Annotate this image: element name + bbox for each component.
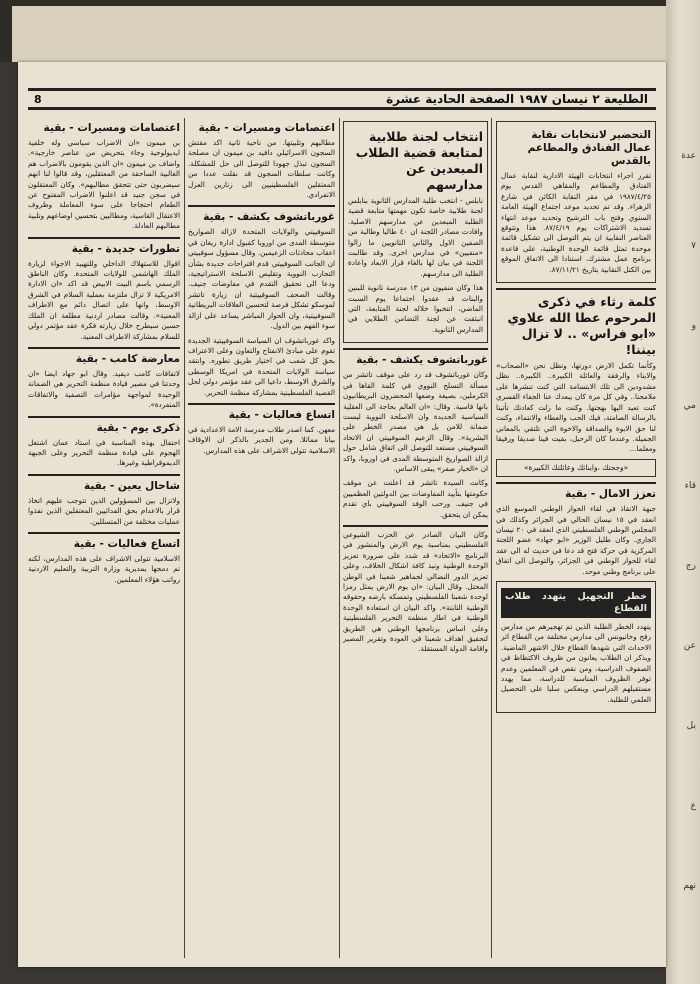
article-headline: انتخاب لجنة طلابية لمتابعة قضية الطلاب المبعدين عن مدارسهم (355, 129, 483, 192)
strip-fragment: بل (686, 721, 696, 731)
strip-fragment: مي (683, 401, 696, 411)
strip-fragment: ع (690, 801, 696, 811)
article-headline: غورباتشوف يكشف - بقية (203, 211, 335, 224)
article-headline: تطورات جديدة - بقية (71, 242, 180, 255)
column-left (28, 118, 180, 589)
section-divider (188, 205, 335, 207)
section-divider (28, 416, 180, 418)
strip-fragment: و (691, 321, 696, 331)
article-headline: كلمة رثاء في ذكرى المرحوم عطا الله علاوي «ابو فراس» .. لا تزال بيننا! (507, 294, 656, 358)
strip-fragment: رج (685, 561, 696, 571)
section-divider (188, 403, 335, 405)
header-decor: 8 (34, 92, 42, 106)
union-elections-article (496, 121, 656, 283)
article-body: السوفييتي والولايات المتحدة لازالة الصواريخ متوسطة المدى من اوروبا كقبول ادارة ريغان في اعقاب محادثات الزعيمين. وقال مسؤول سوفييتي ان الجانب السوفييتي قدم اقتراحات جديدة بشأن التجارب النووية وتقليص الاسلحة الاستراتيجية، ودعا الى تحقيق التقدم في مفاوضات جنيف. وقالت الصحف السوفييتية ان زيارة تاتشر لموسكو تشكل فرصة لتحسين العلاقات البريطانية السوفييتية، وان الحوار المباشر يساعد على ازالة سوء الفهم بين الدول. (188, 227, 335, 331)
section-divider (496, 288, 656, 290)
page-header-band (28, 88, 656, 110)
column-center-left (188, 118, 335, 460)
article-headline: تعزز الامال - بقية (565, 488, 656, 501)
article-body: الاسلامية تتولى الاشراف على هذه المدارس، لكنه تم دمجها بمديرية وزارة التربية والتعليم الاردنية رواتب هؤلاء المعلمين. (28, 553, 180, 584)
article-body: نابلس - انتخب طلبة المدارس الثانوية بنابلس لجنة طلابية خاصة تكون مهمتها متابعة قضية الطلبة المبعدين عن مدارسهم الاصلية. وافادت مصادر اللجنة ان ٤٠ طالبا وطالبة من الصفين الاول والثاني الثانويين ما زالوا «منفيين» في مدارس اخرى. وقد طالبت اللجنة في بيان لها بالغاء قرار الابعاد واعادة الطلبة الى مدارسهم. (348, 196, 483, 278)
article-body: اقوال للاستهلاك الداخلي وللتهييد الاجواء لزيارة الملك الهاشمي للولايات المتحدة. وكان الناطق الرسمي باسم البيت الابيض قد اكد «ان الادارة الامريكية لا تزال ملتزمة بعملية السلام في الشرق الاوسط، وانها على اتصال دائم مع الاطراف المعنية». وقالت مصادر اردنية مطلعة ان الملك حسين سيطرح خلال زيارته فكرة عقد مؤتمر دولي للسلام بمشاركة الاطراف المعنية. (28, 258, 180, 341)
section-divider (496, 482, 656, 484)
adjacent-page-strip (666, 0, 700, 984)
article-body: مطالبهم وتلبيتها. من ناحية ثانية اكد مقتش السجون الاسرائيلي دافيد بن ميمون ان مصلحة السجون تبذل جهودا للتوصل الى حل للمشكلة. وكانت سلطات السجون قد نقلت عددا من المعتقلين الفلسطينيين الى زنازين العزل الانفرادي. (188, 138, 335, 200)
article-body: لاتفاقات كامب ديفيد. وقال ابو جهاد ايضا «ان وحدتنا في مصير قيادة منظمة التحرير هي الضمانة الوحيدة لمواجهة مؤامرات التصفية والاتفاقات المنفردة». (28, 368, 180, 410)
eulogy-signature: «وجحتك ،وابنائك وعائلتك الكبيرة» (496, 459, 656, 477)
article-headline: التحضير لانتخابات نقابة عمال الفنادق والمطاعم بالقدس (527, 129, 651, 167)
article-body: واكد غورباتشوف ان السياسة السوفييتية الجديدة تقوم على مبادئ الانفتاح والتعاون وعلى الاعتراف بحق كل شعب في اختيار طريق تطوره. وانتقد سياسة الولايات المتحدة في امريكا الوسطى والشرق الاوسط، داعيا الى عقد مؤتمر دولي لحل القضية الفلسطينية بمشاركة منظمة التحرير. (188, 335, 335, 397)
section-divider (343, 348, 488, 350)
hopes-article (496, 488, 656, 577)
newspaper-page (18, 62, 666, 967)
strip-fragment: نهم (683, 881, 696, 891)
strip-fragment: ٧ (691, 241, 696, 251)
previous-page-edge (12, 6, 666, 62)
column-center-right (343, 118, 488, 659)
students-committee-article (343, 121, 488, 343)
section-divider (28, 474, 180, 476)
article-headline: اتساع فعاليات - بقية (73, 537, 180, 550)
box-body: يتهدد الخطر الطلبة الذين تم تهجيرهم من مدارس رفح وخانيونس الى مدارس مختلفة من القطاع اثر الاحداث التي شهدها القطاع خلال الاشهر الماضية. ويذكر ان الطلاب يعانون من ظروف الاكتظاظ في الصفوف الدراسية، ومن نقص في المعلمين وعدم توفر الظروف المناسبة للدراسة، مما يهدد مستقبلهم الدراسي وينعكس سلبا على التحصيل العلمي للطلبة. (501, 621, 651, 704)
strip-fragment: قاء (684, 481, 696, 491)
article-body: هذا وكان منفيون من ١٣ مدرسة ثانوية للبنين والبنات قد عقدوا اجتماعا يوم السبت الماضي، انتخبوا خلاله لجنة المتابعة، التي انبثقت عن لجنة التضامن الطلابي في المدارس الثانوية. (348, 283, 483, 334)
box-headline: خطر التجهيل يتهدد طلاب القطاع (501, 588, 651, 618)
statement-body: وكان البيان الصادر عن الحزب الشيوعي الفلسطيني بمناسبة يوم الارض والمنشور في البرنامج «الاتحاد» قد شدد على ضرورة تعزيز الوحدة الوطنية ونبذ كافة اشكال الخلاف، وعلى تعزيز الدور النضالي لجماهير شعبنا في الوطن المحتل. وقال البيان: «ان يوم الارض يمثل رمزا لوحدة شعبنا الفلسطيني وتمسكه بارضه وحقوقه الوطنية الثابتة». واكد البيان ان استعادة الوحدة الوطنية في اطار منظمة التحرير الفلسطينية وعلى اساس برنامجها الوطني هي الطريق لتحقيق اهداف شعبنا في العودة وتقرير المصير واقامة الدولة المستقلة. (343, 529, 488, 654)
article-body: بن ميمون «ان الاضراب سياسي وله خلفية ايديولوجية وجاء بتحريض من عناصر خارجية». واضاف بن ميمون «ان الذين يقومون بالاضراب هم الغالبية الساحقة من المعتقلين، وقد قالوا لنا انهم سيضربون حتى تتحقق مطالبهم». وكان المعتقلون في سجن جنيد قد اعلنوا الاضراب المفتوح عن الطعام احتجاجا على سوء المعاملة وظروف الاعتقال القاسية، ومطالبين بتحسين اوضاعهم وتلبية مطالبهم العادلة. (28, 138, 180, 231)
article-body: ولاتزال بين المسؤولين الذين تتوجب عليهم اتخاذ قرار بالاعدام بحق الفدائيين المعتقلين الذين نفذوا عمليات مختلفة من المتسللين. (28, 495, 180, 526)
section-divider (343, 525, 488, 527)
article-body: وكان غورباتشوف قد رد على موقف تاتشر من مسألة التسلح النووي في كلمة القاها في الكرملين، بصيغة وضعها المحضرون البريطانيون بانها قاسية. وقال: «ان العالم بحاجة الى العقلية السياسية الجديدة وان الاسلحة النووية ليست ضمانة للامن بل هي مصدر الخطر على البشرية». وقال الزعيم السوفييتي ان الاتحاد السوفييتي مستعد للتوصل الى اتفاق شامل حول ازالة الصواريخ المتوسطة المدى في اوروبا، واكد ان «الخيار صفر» يبقى الاساس. (343, 370, 488, 473)
column-right (496, 118, 656, 718)
article-headline: اعتصامات ومسيرات - بقية (43, 122, 180, 134)
photo-background-top (0, 0, 666, 62)
column-rule (491, 118, 492, 958)
article-headline: معارضة كامب - بقية (75, 352, 180, 365)
article-headline: غورباتشوف يكشف - بقية (356, 354, 488, 367)
article-body: جبهة الانقاذ في لقاء الحوار الوطني الموسع الذي انعقد في ١٥ نيسان الحالي في الجزائر وكذلك في المجلس الوطني الفلسطيني الذي انعقد في ٢٠ نيسان الجاري. وكان طليل الوزير «ابو جهاد» عضو اللجنة المركزية في حركة فتح قد دعا في حديث له الى عقد لقاء للحوار الوطني في الجزائر، والتوصل الى اتفاق على برنامج وطني موحد. (496, 504, 656, 576)
article-headline: اعتصامات ومسيرات - بقية (198, 122, 335, 134)
article-headline: اتساع فعاليات - بقية (228, 408, 335, 421)
section-divider (28, 347, 180, 349)
eulogy-article (496, 294, 656, 477)
page-header-text: الطليعة ٢ نيسان ١٩٨٧ الصفحة الحادية عشرة (386, 92, 648, 106)
section-divider (28, 237, 180, 239)
article-body: معهن. كما اصدر طلاب مدرسة الامة الاعدادية في بيانا مماثلا. ومن الجدير بالذكر ان الاوقاف الاسلامية تتولى الاشراف على هذه المدارس. (188, 424, 335, 455)
article-headline: ذكرى يوم - بقية (96, 421, 180, 434)
article-body: احتفال بهذه المناسبة في استاد عمان اشتغل الهجوم على قيادة منظمة التحرير وعلى الجبهة الديموقراطية وغيرها. (28, 437, 180, 468)
article-body: وكانت السيدة تاتشر قد اعلنت عن موقف حكومتها بتأييد المفاوضات بين الدولتين العظميين في جنيف. ورحب الوفد السوفييتي باي تقدم يمكن ان يتحقق. (343, 478, 488, 519)
column-rule (339, 118, 340, 958)
article-body: وكأنما تكمل الارض دورتها، وتظل نحن «الصحاب» والابناء والرفقة والعائلة الكبيرة.. الكبيرة.. نظل مشدودين الى تلك الابتسامة التي كنت تنشرها على ملامحنا.. وفي كل مرة كان يبعدك عنا الجفاء القسري كنت تعيد اليها بهجتها. وكنت ما زلت كعادتك تأتينا بالرسالة الصامتة، فيك الحب والعطاء والانتماء، وكنت لنا حق الابوة والصداقة والاخوة التي تلتقي بالمعاني الجميلة. وعندما كان الرحيل، بقيت فينا صديقا ورفيقا ومعلما... (496, 361, 656, 454)
section-divider (28, 532, 180, 534)
article-headline: شاحال يعين - بقية (84, 479, 180, 492)
gorbachev-article (343, 354, 488, 520)
education-alert-box (496, 581, 656, 713)
strip-fragment: عن (683, 641, 696, 651)
column-rule (184, 118, 185, 958)
article-body: تقرر اجراء انتخابات الهيئة الادارية لنقابة عمال الفنادق والمطاعم والمقاهي القدس يوم ١٩٨٧/٤/٢٥ في مقر النقابة الكائن في شارع الزهراء. وقد تم تحديد موعد اجتماع الهيئة العامة السنوي وفتح باب الترشيح وتحديد موعد انتهاء تسديد الاشتراكات يوم ٨٧/٤/١٩. هذا وتتوقع العناصر النقابية ان يتم التوصل الى تشكيل قائمة موحدة تمثل قائمة الوحدة الوطنية، على قاعدة برنامج عمل مشترك، استنادا الى الاتفاق الموقع بين الكتل النقابية بتاريخ ٨٧/١١/٢١. (501, 171, 651, 274)
strip-fragment: عدة (681, 151, 696, 161)
